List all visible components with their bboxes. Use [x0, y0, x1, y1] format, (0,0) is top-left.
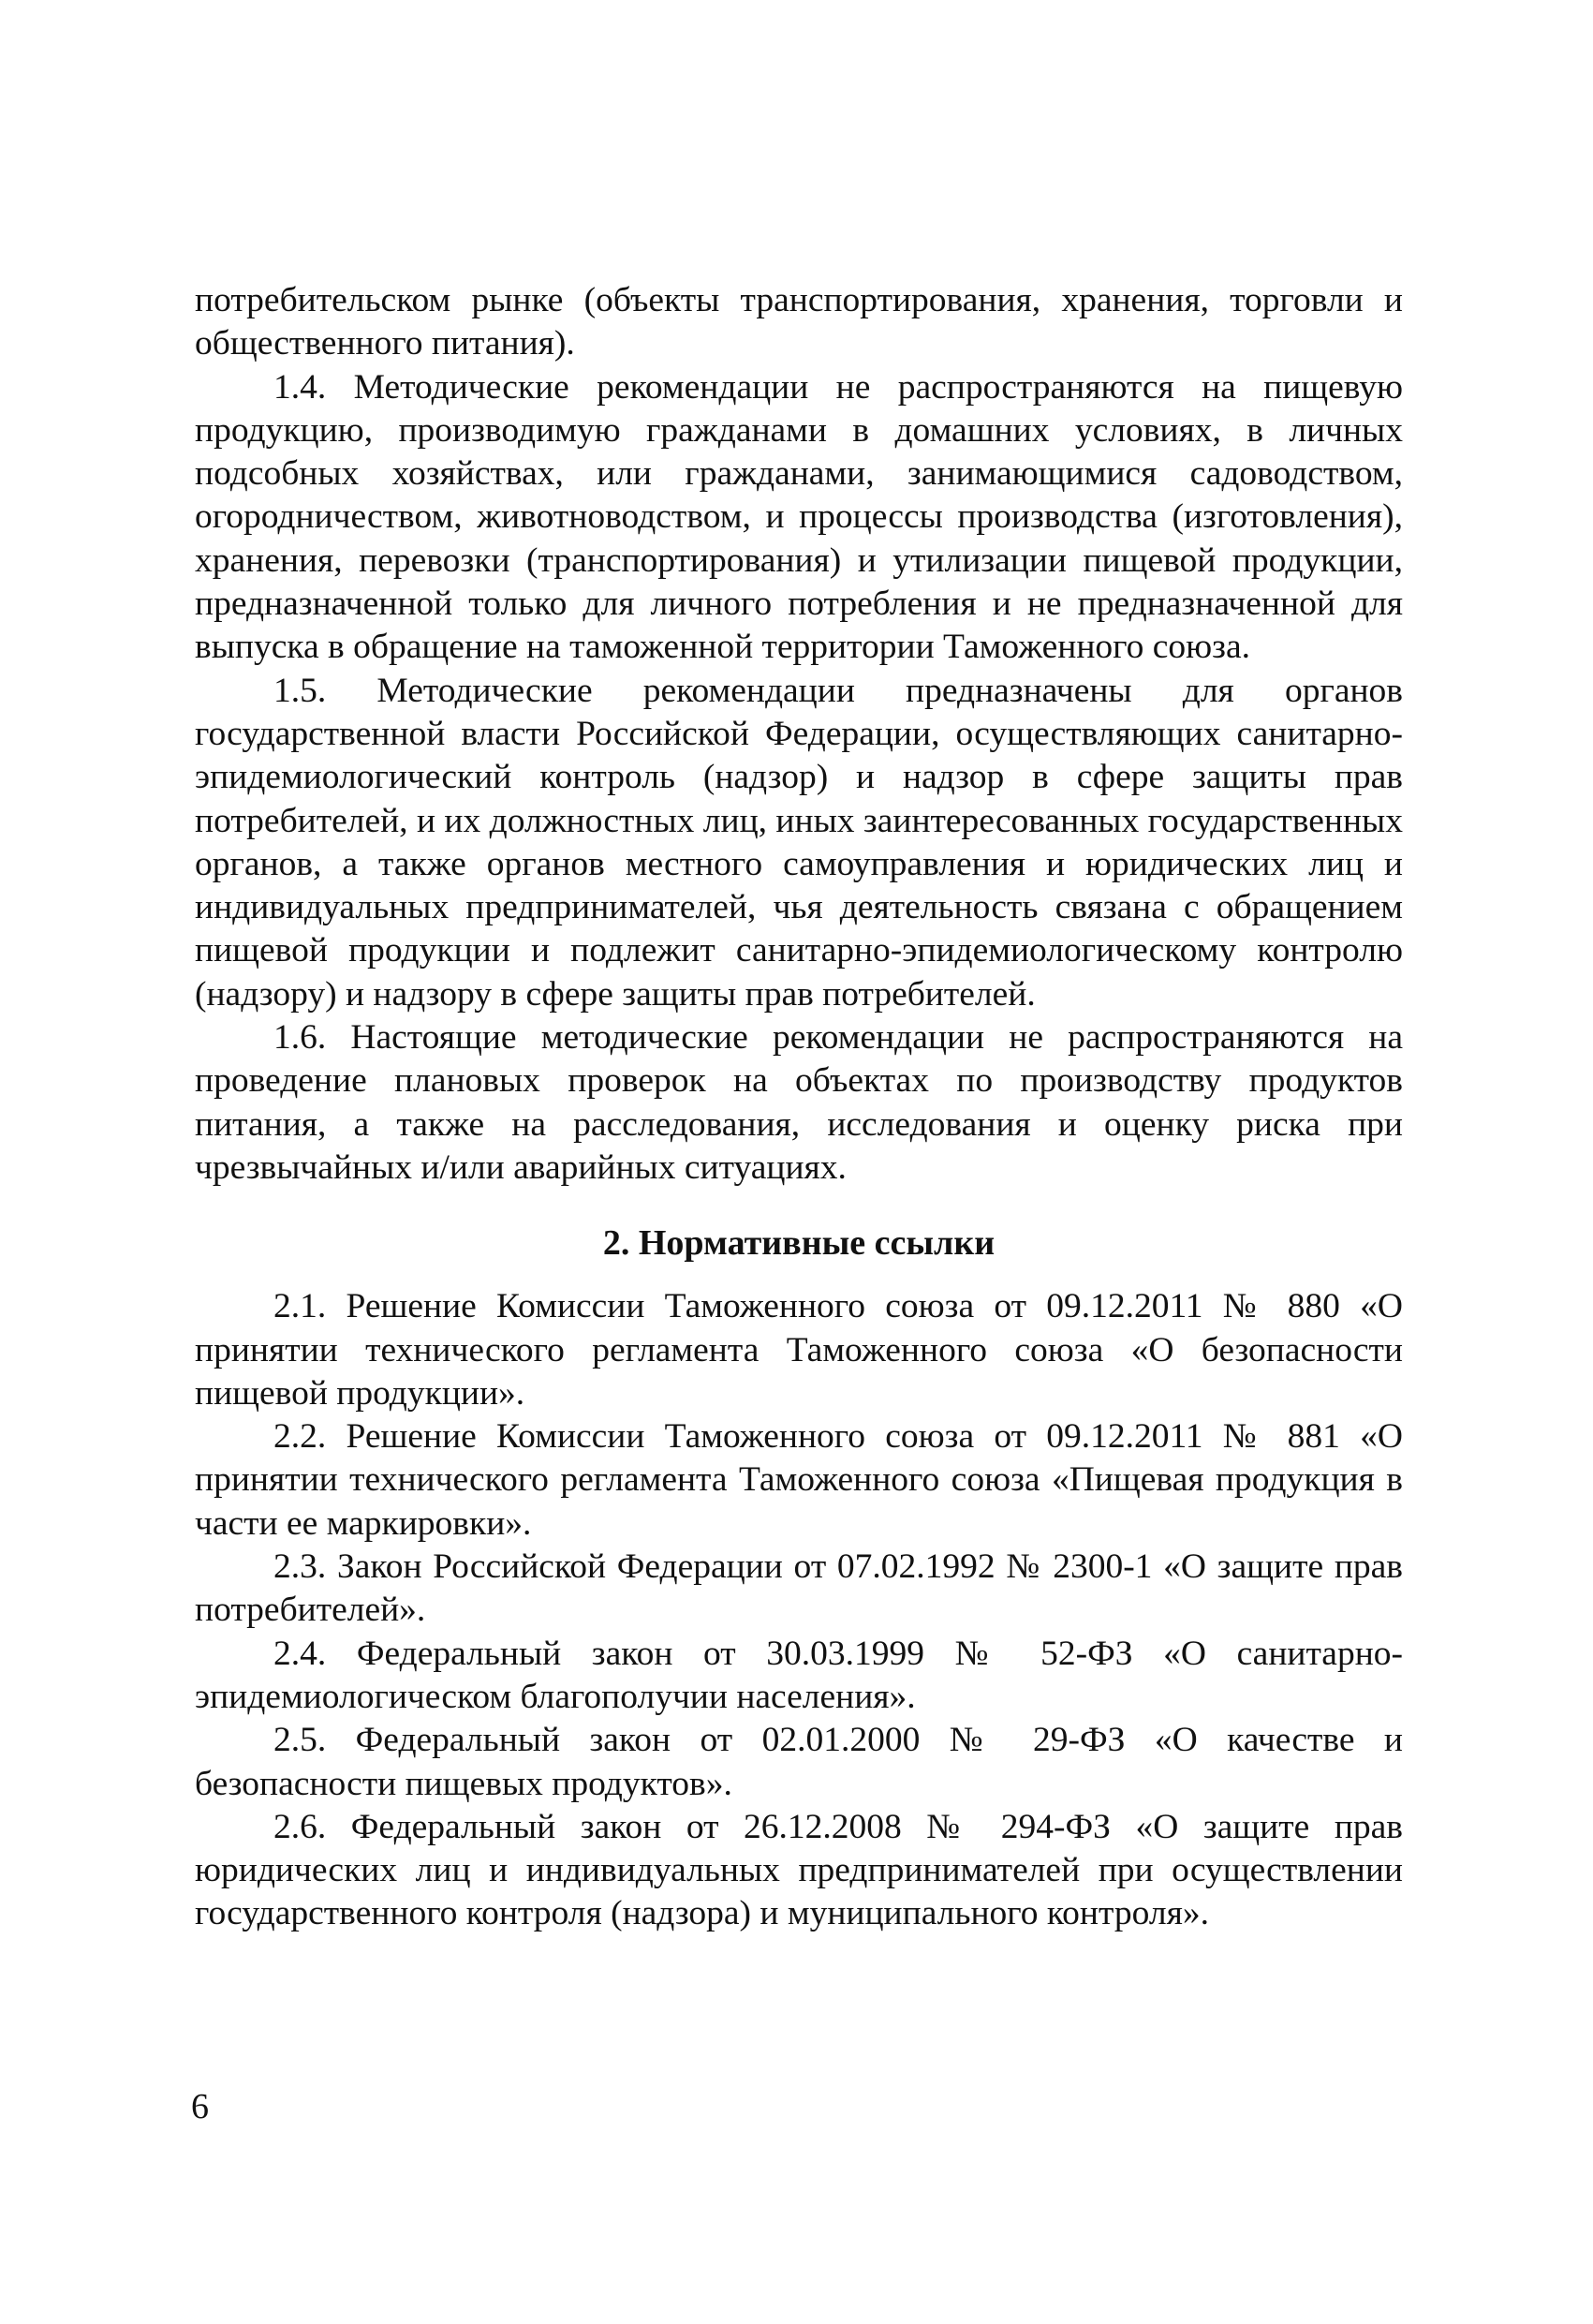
- section-heading-normative-references: 2. Нормативные ссылки: [602, 1223, 996, 1264]
- reference-item-2-4: 2.4. Федеральный закон от 30.03.1999 № 52-ФЗ «О санитарно-эпидемиологическом благополучии населения».: [195, 1634, 1403, 1716]
- reference-item-2-2: 2.2. Решение Комиссии Таможенного союза от 09.12.2011 № 881 «О принятии технического регламента Таможенного союза «Пищевая продукция в части ее маркировки».: [195, 1417, 1403, 1543]
- paragraph-1-5: 1.5. Методические рекомендации предназначены для органов государственной власти Российской Федерации, осуществляющих санитарно-эпидемиологический контроль (надзор) и надзор в сфере защиты прав потребителей, и их должностных лиц, иных заинтересованных государственных органов, а также органов местного самоуправления и юридических лиц и индивидуальных предпринимателей, чья деятельность связана с обращением пищевой продукции и подлежит санитарно-эпидемиологическому контролю (надзору) и надзору в сфере защиты прав потребителей.: [195, 671, 1403, 1014]
- reference-item-2-1: 2.1. Решение Комиссии Таможенного союза от 09.12.2011 № 880 «О принятии технического регламента Таможенного союза «О безопасности пищевой продукции».: [195, 1287, 1403, 1413]
- document-body: [195, 279, 1403, 1936]
- paragraph-1-6: 1.6. Настоящие методические рекомендации не распространяются на проведение плановых проверок на объектах по производству продуктов питания, а также на расследования, исследования и оценку риска при чрезвычайных и/или аварийных ситуациях.: [195, 1018, 1403, 1187]
- reference-item-2-3: 2.3. Закон Российской Федерации от 07.02.1992 № 2300-1 «О защите прав потребителей».: [195, 1547, 1403, 1630]
- reference-item-2-5: 2.5. Федеральный закон от 02.01.2000 № 29-ФЗ «О качестве и безопасности пищевых продуктов».: [195, 1721, 1403, 1803]
- paragraph-1-3-continuation: потребительском рынке (объекты транспортирования, хранения, торговли и общественного питания).: [195, 281, 1403, 363]
- paragraph-1-4: 1.4. Методические рекомендации не распространяются на пищевую продукцию, производимую гражданами в домашних условиях, в личных подсобных хозяйствах, или гражданами, занимающимися садоводством, огородничеством, животноводством, и процессы производства (изготовления), хранения, перевозки (транспортирования) и утилизации пищевой продукции, предназначенной только для личного потребления и не предназначенной для выпуска в обращение на таможенной территории Таможенного союза.: [195, 367, 1403, 667]
- reference-item-2-6: 2.6. Федеральный закон от 26.12.2008 № 294-ФЗ «О защите прав юридических лиц и индивидуальных предпринимателей при осуществлении государственного контроля (надзора) и муниципального контроля».: [195, 1807, 1403, 1933]
- page-number: 6: [191, 2087, 209, 2126]
